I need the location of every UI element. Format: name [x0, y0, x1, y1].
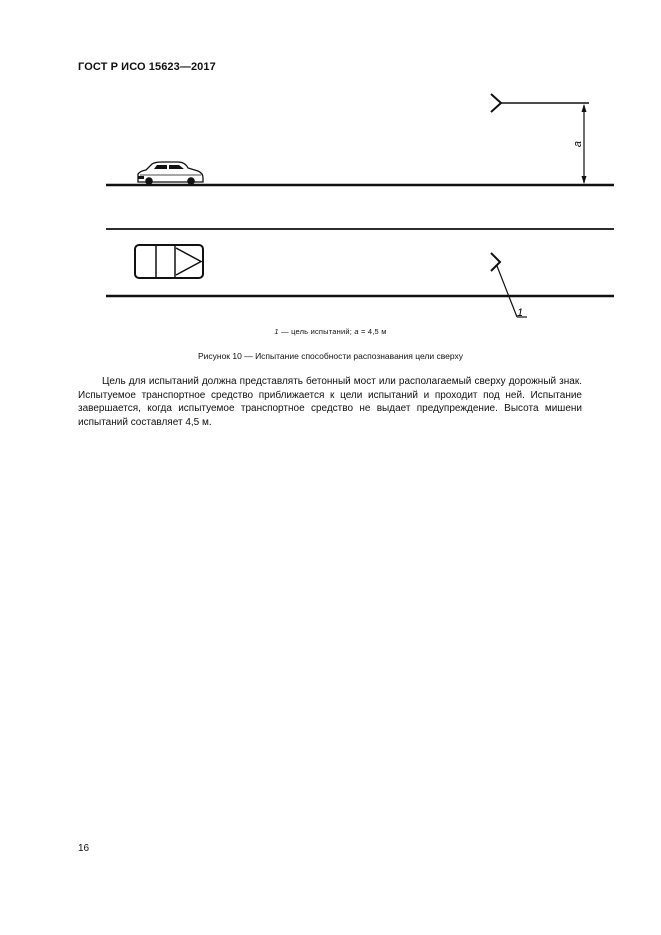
legend-number: 1 [274, 327, 279, 336]
vehicle-top-icon [135, 245, 203, 278]
page-number: 16 [78, 843, 90, 854]
dimension-arrow-bottom [582, 176, 587, 184]
overhead-target-bracket [491, 94, 501, 112]
target-top-marker [491, 253, 500, 271]
dimension-arrow-top [582, 104, 587, 112]
figure-legend [0, 327, 661, 336]
legend-variable: a [354, 327, 359, 336]
figure-caption: Рисунок 10 — Испытание способности распознавания цели сверху [197, 351, 464, 361]
target-leader-line [497, 266, 517, 317]
test-diagram [0, 0, 661, 340]
dimension-label: a [572, 140, 584, 148]
body-paragraph: Цель для испытаний должна представлять бетонный мост или располагаемый сверху дорожный знак. Испытуемое транспортное средство приближается к цели испытаний и проходит под ней. Испытание завершается, когда испытуемое транспортное средство не выдает предупреждение. Высота мишени испытаний составляет 4,5 м. [78, 376, 582, 428]
document-header: ГОСТ Р ИСО 15623—2017 [78, 61, 216, 73]
legend-text: — цель испытаний; [278, 327, 355, 336]
car-side-icon [138, 162, 203, 185]
target-marker-label: 1 [517, 307, 524, 319]
legend-value: = 4,5 м [358, 327, 387, 336]
